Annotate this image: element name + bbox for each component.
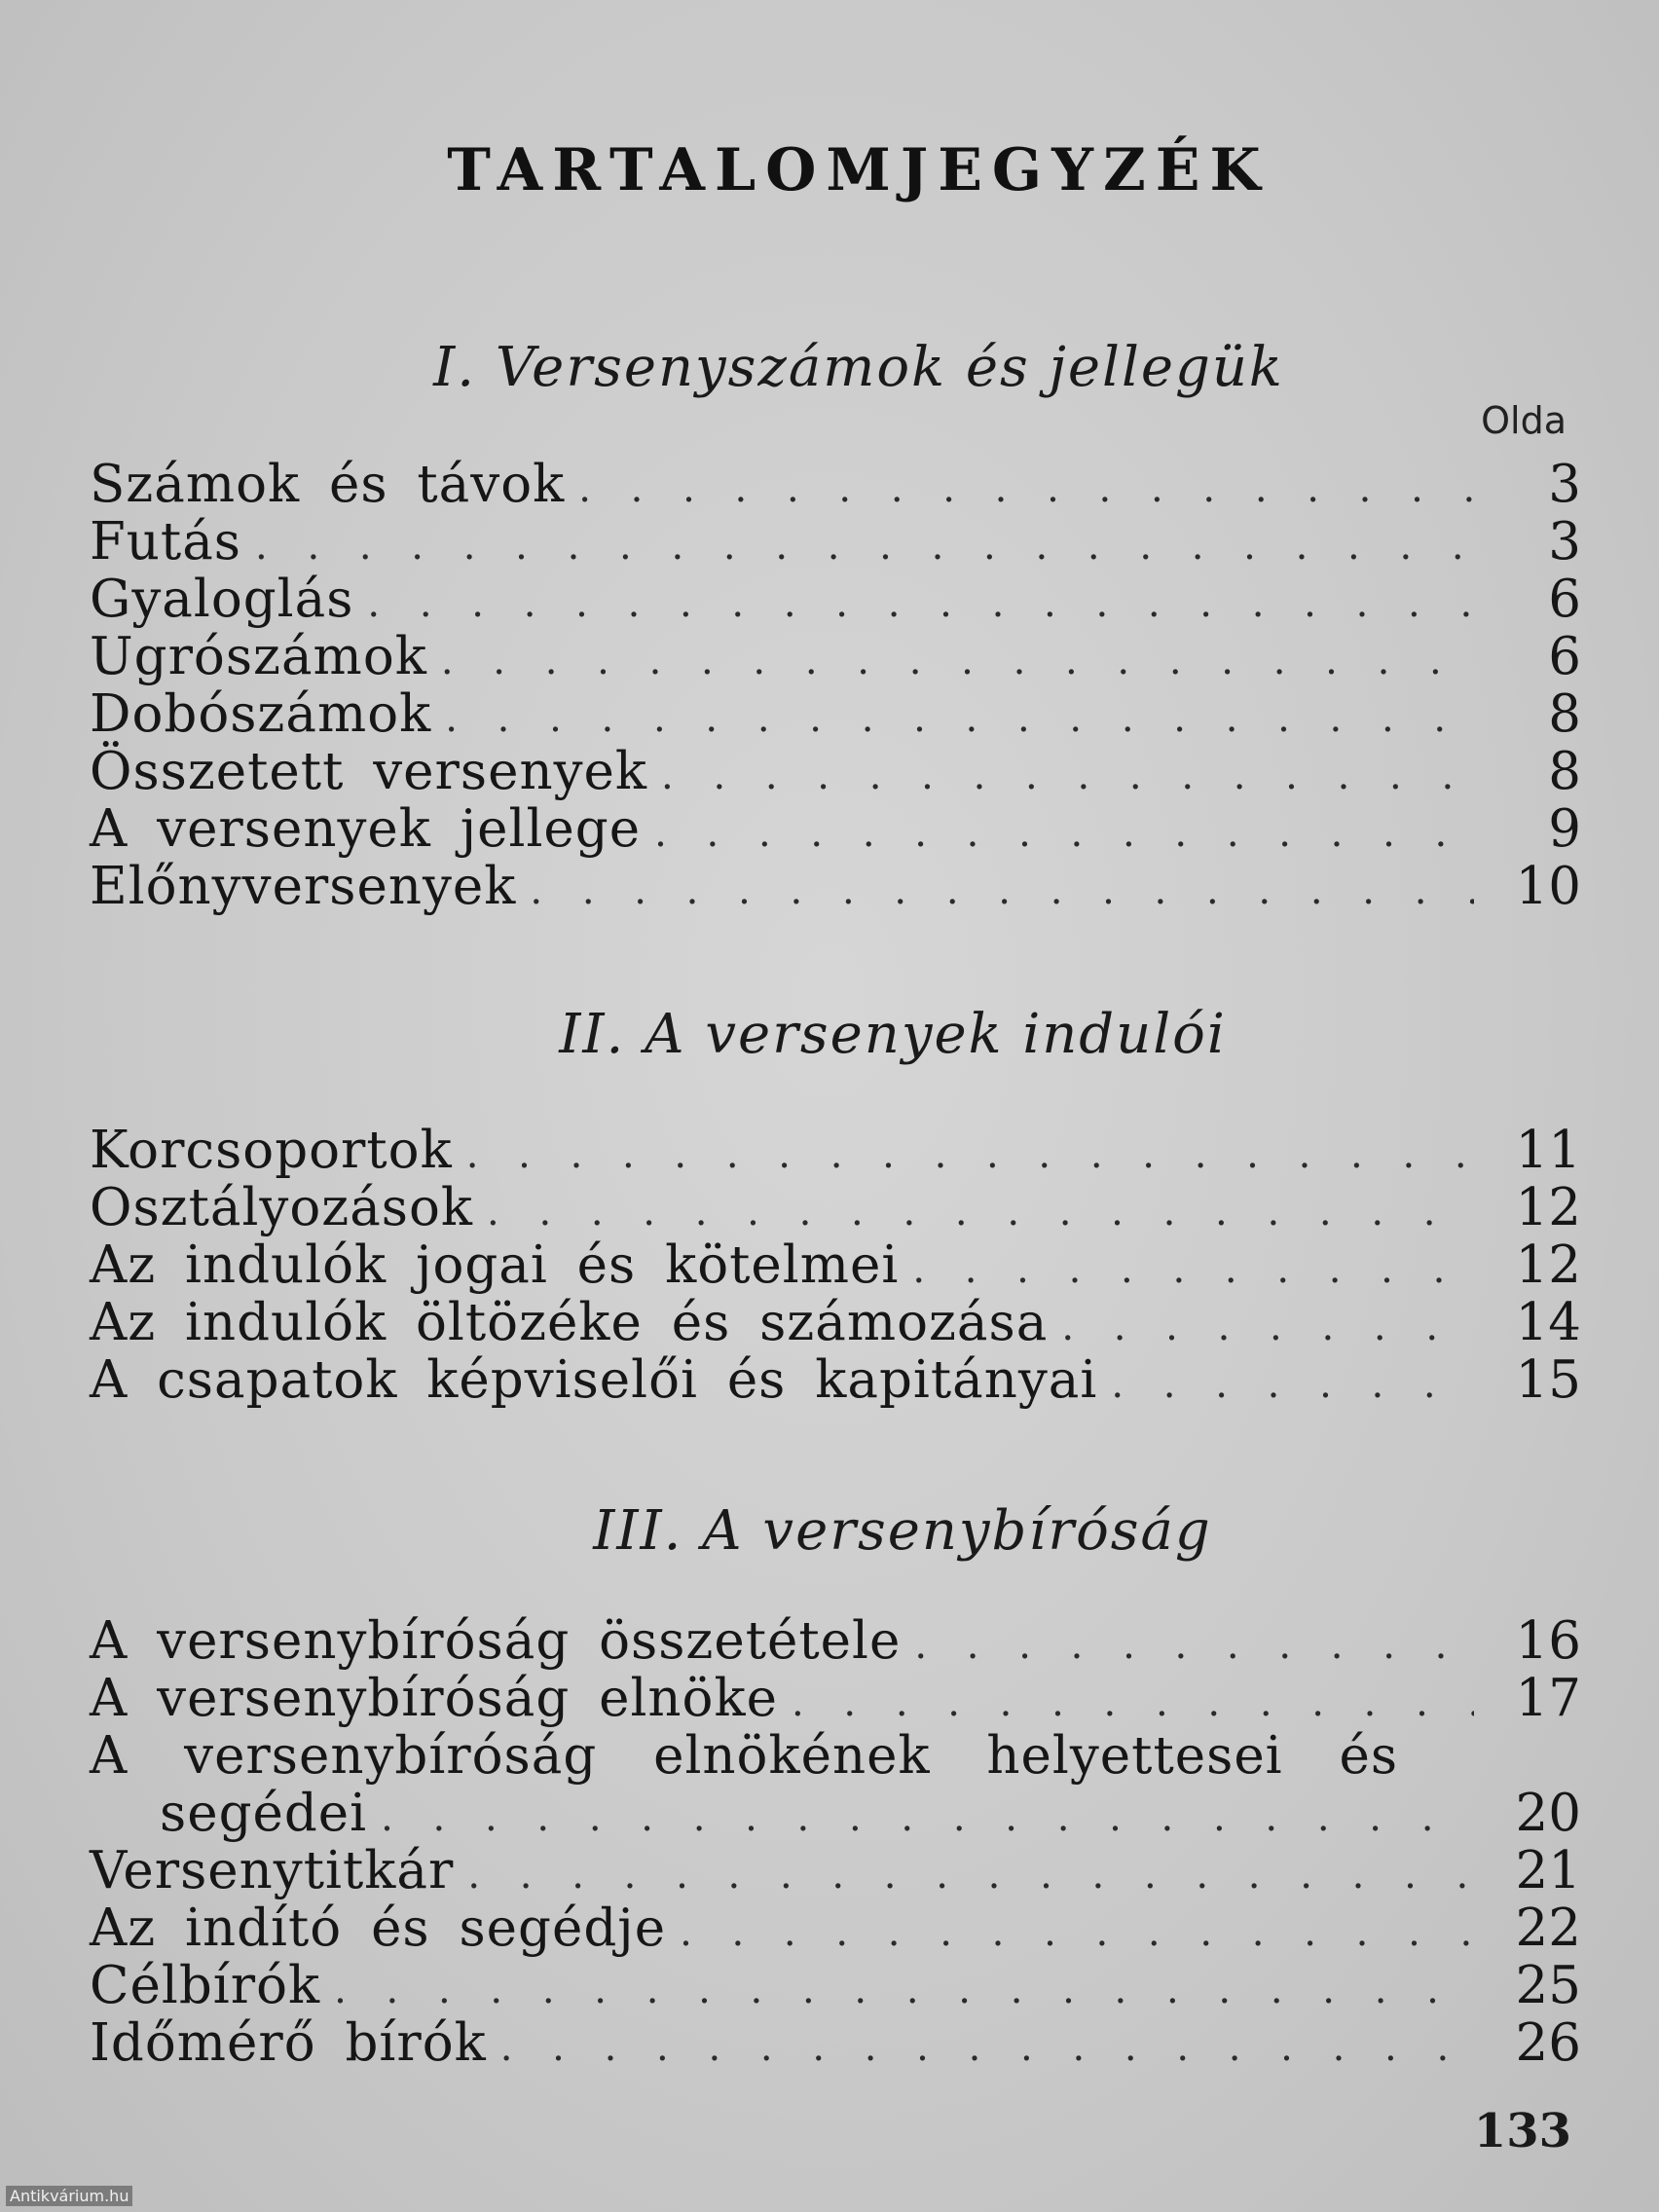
- page-column-label: Olda: [1481, 399, 1567, 442]
- toc-entry-page: 3: [1548, 455, 1581, 514]
- toc-entry: [90, 800, 1581, 858]
- toc-entry: [90, 1179, 1581, 1236]
- dot-leader: [466, 1126, 1474, 1184]
- toc-entry-page: 15: [1515, 1350, 1581, 1410]
- toc-entry-page: 8: [1548, 684, 1581, 744]
- toc-entry: [90, 1351, 1581, 1409]
- toc-section-3: [90, 1612, 1581, 2072]
- toc-entry-page: 3: [1548, 512, 1581, 571]
- toc-entry-page: 9: [1548, 799, 1581, 859]
- dot-leader: [792, 1675, 1474, 1732]
- section-heading-1: I. Versenyszámok és jellegük: [433, 336, 1284, 399]
- page-title: TARTALOMJEGYZÉK: [447, 136, 1271, 204]
- toc-entry: [90, 685, 1581, 743]
- toc-entry-page: 25: [1515, 1956, 1581, 2015]
- toc-entry: [90, 1957, 1581, 2014]
- dot-leader: [912, 1241, 1474, 1299]
- dot-leader: [255, 518, 1474, 575]
- toc-entry: [90, 1842, 1581, 1899]
- dot-leader: [1061, 1299, 1474, 1356]
- toc-entry-page: 26: [1515, 2013, 1581, 2073]
- toc-entry-label: Számok és távok: [90, 455, 566, 514]
- dot-leader: [381, 1789, 1474, 1847]
- toc-entry-label: Korcsoportok: [90, 1121, 453, 1180]
- toc-entry-first-line: [90, 1727, 1453, 1785]
- dot-leader: [441, 633, 1474, 690]
- dot-leader: [661, 748, 1474, 805]
- watermark: Antikvárium.hu: [6, 2186, 132, 2206]
- toc-entry-page: 20: [1515, 1784, 1581, 1843]
- dot-leader: [367, 575, 1474, 633]
- toc-entry: [90, 2014, 1581, 2072]
- dot-leader: [467, 1847, 1474, 1904]
- toc-entry-page: 22: [1515, 1899, 1581, 1958]
- toc-entry: [90, 1785, 1581, 1842]
- toc-entry-label: Versenytitkár: [90, 1841, 455, 1900]
- toc-entry-label: Ugrószámok: [90, 627, 427, 686]
- toc-entry-label: A versenybíróság elnöke: [90, 1669, 778, 1728]
- toc-entry: [90, 456, 1581, 513]
- toc-entry-label: Futás: [90, 512, 242, 571]
- toc-entry-label: A csapatok képviselői és kapitányai: [90, 1350, 1098, 1410]
- toc-entry-label: A versenybíróság összetétele: [90, 1611, 902, 1671]
- toc-entry-label: A versenybíróság elnökének helyettesei és: [90, 1726, 1399, 1786]
- toc-entry-label: Célbírók: [90, 1956, 321, 2015]
- toc-entry-page: 16: [1515, 1611, 1581, 1671]
- toc-entry-label: Az indulók jogai és kötelmei: [90, 1235, 900, 1295]
- dot-leader: [1111, 1356, 1474, 1414]
- toc-entry-page: 6: [1548, 570, 1581, 629]
- toc-entry-page: 21: [1515, 1841, 1581, 1900]
- dot-leader: [578, 461, 1474, 518]
- page-number: 133: [1473, 2104, 1571, 2158]
- toc-entry-page: 12: [1515, 1178, 1581, 1237]
- toc-entry: [90, 858, 1581, 915]
- dot-leader: [334, 1962, 1474, 2019]
- toc-entry-label: Az indító és segédje: [90, 1899, 667, 1958]
- section-heading-3: III. A versenybíróság: [593, 1499, 1212, 1563]
- toc-entry: [90, 1612, 1581, 1670]
- toc-entry: [90, 513, 1581, 571]
- toc-entry-label: Időmérő bírók: [90, 2013, 487, 2073]
- toc-entry-label: Dobószámok: [90, 684, 432, 744]
- toc-entry: [90, 1899, 1581, 1957]
- toc-entry-label: A versenyek jellege: [90, 799, 642, 859]
- toc-entry-label: Előnyversenyek: [90, 857, 517, 916]
- dot-leader: [445, 690, 1474, 748]
- dot-leader: [654, 805, 1474, 863]
- toc-entry-label-continued: segédei: [160, 1784, 368, 1843]
- toc-entry: [90, 571, 1581, 628]
- toc-entry-label: Osztályozások: [90, 1178, 474, 1237]
- dot-leader: [487, 1184, 1474, 1241]
- dot-leader: [680, 1904, 1474, 1962]
- toc-entry: [90, 1670, 1581, 1727]
- toc-entry-page: 11: [1515, 1121, 1581, 1180]
- toc-entry-page: 10: [1515, 857, 1581, 916]
- toc-entry-label: Az indulók öltözéke és számozása: [90, 1293, 1049, 1352]
- toc-entry: [90, 743, 1581, 800]
- toc-entry-page: 6: [1548, 627, 1581, 686]
- toc-entry-label: Gyaloglás: [90, 570, 354, 629]
- dot-leader: [500, 2019, 1474, 2077]
- toc-entry-page: 14: [1515, 1293, 1581, 1352]
- toc-entry-page: 8: [1548, 742, 1581, 801]
- toc-entry: [90, 1122, 1581, 1179]
- toc-entry: [90, 1294, 1581, 1351]
- dot-leader: [530, 863, 1474, 920]
- toc-section-1: [90, 456, 1581, 915]
- toc-section-2: [90, 1122, 1581, 1409]
- toc-entry: [90, 628, 1581, 685]
- toc-entry: [90, 1236, 1581, 1294]
- toc-entry-label: Összetett versenyek: [90, 742, 648, 801]
- toc-entry-page: 17: [1515, 1669, 1581, 1728]
- section-heading-2: II. A versenyek indulói: [559, 1003, 1227, 1066]
- dot-leader: [914, 1617, 1474, 1675]
- toc-entry-page: 12: [1515, 1235, 1581, 1295]
